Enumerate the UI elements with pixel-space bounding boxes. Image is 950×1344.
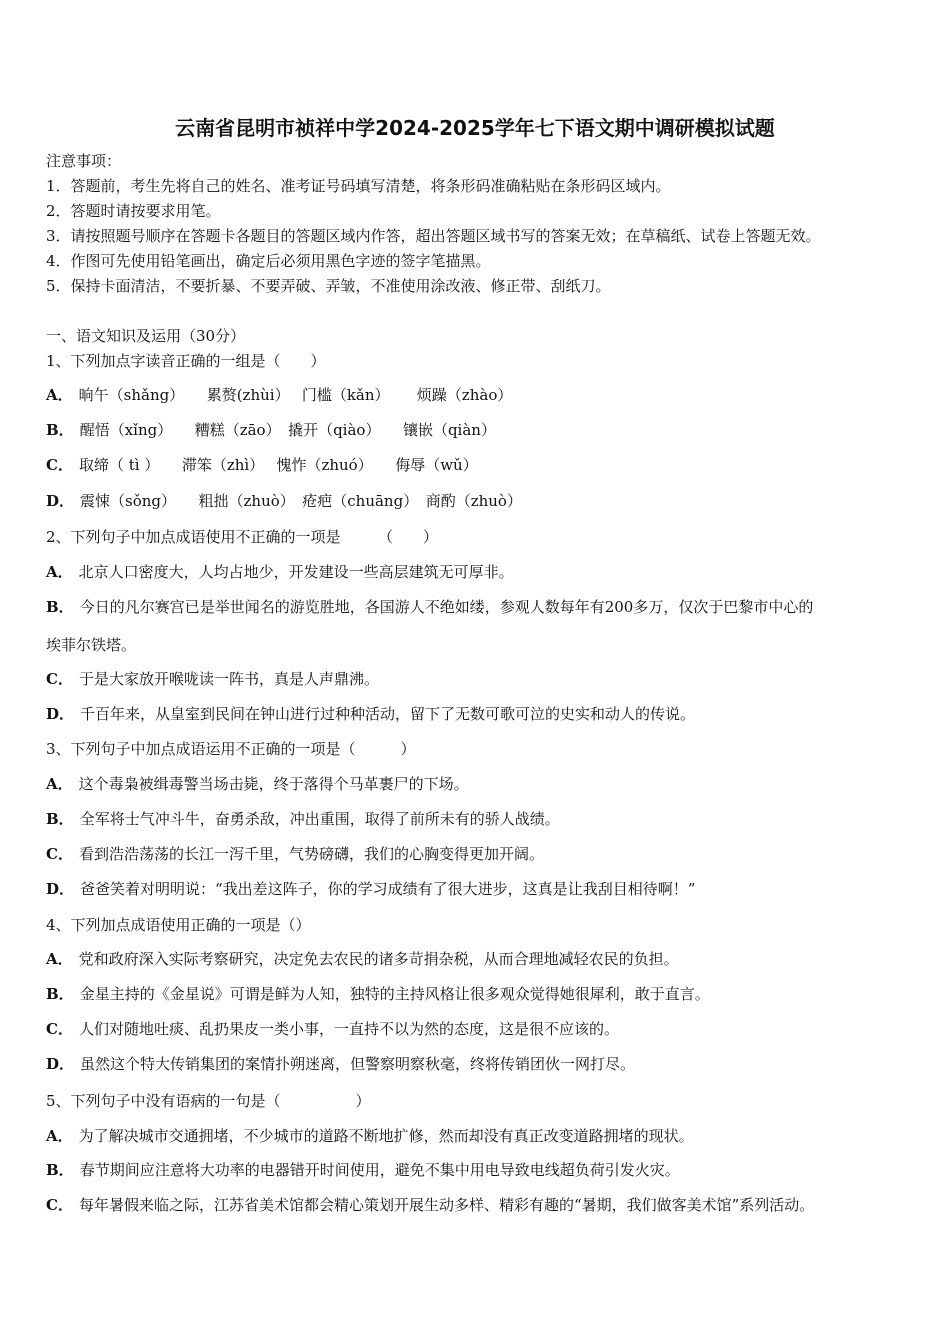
answer-option — [46, 385, 512, 405]
option-label: B． — [46, 421, 74, 439]
answer-option — [46, 1195, 814, 1215]
option-text: 震悚（sǒng） 粗拙（zhuò） 疮疤（chuāng） 商酌（zhuò） — [80, 492, 522, 510]
option-label: C． — [46, 1020, 73, 1038]
option-text: 党和政府深入实际考察研究，决定免去农民的诸多苛捐杂税，从而合理地减轻农民的负担。 — [78, 950, 679, 968]
answer-option — [46, 704, 695, 724]
option-text: 埃菲尔铁塔。 — [46, 636, 137, 654]
option-label: B． — [46, 985, 74, 1003]
option-text: 晌午（shǎng） 累赘(zhùi） 门槛（kǎn） 烦躁（zhào） — [78, 386, 513, 404]
option-text: 取缔（ tì ） 滞笨（zhì） 愧怍（zhuó） 侮辱（wǔ） — [78, 456, 478, 474]
document-title: 云南省昆明市祯祥中学2024-2025学年七下语文期中调研模拟试题 — [175, 116, 775, 140]
answer-option — [46, 879, 695, 899]
section-heading: 一、语文知识及运用（30分） — [46, 327, 246, 345]
option-label: D． — [46, 880, 75, 898]
option-text: 今日的凡尔赛宫已是举世闻名的游览胜地，各国游人不绝如缕，参观人数每年有200多万，仅次于巴黎市中心的 — [79, 598, 814, 616]
answer-option — [46, 455, 478, 475]
answer-option — [46, 420, 496, 440]
question-stem: 4、下列加点成语使用正确的一项是（） — [46, 916, 311, 934]
option-label: D． — [46, 705, 75, 723]
answer-option — [46, 1160, 680, 1180]
option-label: A． — [46, 386, 73, 404]
question-stem: 3、下列句子中加点成语运用不正确的一项是（ ） — [46, 740, 416, 758]
answer-option — [46, 809, 560, 829]
notice-item: 1．答题前，考生先将自己的姓名、准考证号码填写清楚，将条形码准确粘贴在条形码区域内。 — [46, 177, 671, 195]
answer-option — [46, 984, 710, 1004]
option-label: B． — [46, 598, 74, 616]
question-stem: 2、下列句子中加点成语使用不正确的一项是 （ ） — [46, 528, 439, 546]
option-label: C． — [46, 845, 73, 863]
answer-option — [46, 562, 514, 582]
answer-option — [46, 1126, 694, 1146]
option-text: 千百年来，从皇室到民间在钟山进行过种种活动，留下了无数可歌可泣的史实和动人的传说。 — [80, 705, 696, 723]
answer-option — [46, 669, 379, 689]
option-text: 北京人口密度大，人均占地少，开发建设一些高层建筑无可厚非。 — [78, 563, 514, 581]
option-label: C． — [46, 1196, 73, 1214]
answer-option — [46, 491, 522, 511]
option-text: 全军将士气冲斗牛，奋勇杀敌，冲出重围，取得了前所未有的骄人战绩。 — [79, 810, 560, 828]
notice-item: 4．作图可先使用铅笔画出，确定后必须用黑色字迹的签字笔描黑。 — [46, 252, 491, 270]
notice-heading: 注意事项： — [46, 152, 122, 170]
option-label: A． — [46, 775, 73, 793]
option-label: A． — [46, 563, 73, 581]
answer-option — [46, 949, 679, 969]
option-label: A． — [46, 950, 73, 968]
answer-option — [46, 844, 544, 864]
notice-item: 5．保持卡面清洁，不要折暴、不要弄破、弄皱，不准使用涂改液、修正带、刮纸刀。 — [46, 277, 611, 295]
option-label: C． — [46, 456, 73, 474]
option-label: B． — [46, 1161, 74, 1179]
option-text: 金星主持的《金星说》可谓是鲜为人知，独特的主持风格让很多观众觉得她很犀利，敢于直言。 — [79, 985, 710, 1003]
option-text: 每年暑假来临之际，江苏省美术馆都会精心策划开展生动多样、精彩有趣的“暑期，我们做客美术馆”系列活动。 — [78, 1196, 815, 1214]
option-text: 看到浩浩荡荡的长江一泻千里，气势磅礴，我们的心胸变得更加开阔。 — [78, 845, 544, 863]
answer-option — [46, 774, 469, 794]
option-text: 这个毒枭被缉毒警当场击毙，终于落得个马革裹尸的下场。 — [78, 775, 469, 793]
option-label: D． — [46, 1055, 75, 1073]
option-text: 为了解决城市交通拥堵，不少城市的道路不断地扩修，然而却没有真正改变道路拥堵的现状。 — [78, 1127, 694, 1145]
answer-option — [46, 635, 136, 655]
notice-item: 3．请按照题号顺序在答题卡各题目的答题区域内作答，超出答题区域书写的答案无效；在草稿纸、试卷上答题无效。 — [46, 227, 821, 245]
option-text: 醒悟（xǐng） 糟糕（zāo） 撬开（qiào） 镶嵌（qiàn） — [79, 421, 496, 439]
option-text: 虽然这个特大传销集团的案情扑朔迷离，但警察明察秋毫，终将传销团伙一网打尽。 — [80, 1055, 636, 1073]
question-stem: 5、下列句子中没有语病的一句是（ ） — [46, 1092, 371, 1110]
option-label: D． — [46, 492, 75, 510]
option-label: C． — [46, 670, 73, 688]
answer-option — [46, 1054, 635, 1074]
option-label: A． — [46, 1127, 73, 1145]
option-label: B． — [46, 810, 74, 828]
option-text: 人们对随地吐痰、乱扔果皮一类小事，一直持不以为然的态度，这是很不应该的。 — [78, 1020, 619, 1038]
answer-option — [46, 1019, 619, 1039]
question-stem: 1、下列加点字读音正确的一组是（ ） — [46, 352, 326, 370]
answer-option — [46, 597, 813, 617]
option-text: 春节期间应注意将大功率的电器错开时间使用，避免不集中用电导致电线超负荷引发火灾。 — [79, 1161, 680, 1179]
notice-item: 2．答题时请按要求用笔。 — [46, 202, 221, 220]
option-text: 爸爸笑着对明明说：“我出差这阵子，你的学习成绩有了很大进步，这真是让我刮目相待啊！” — [80, 880, 696, 898]
option-text: 于是大家放开喉咙读一阵书，真是人声鼎沸。 — [78, 670, 379, 688]
